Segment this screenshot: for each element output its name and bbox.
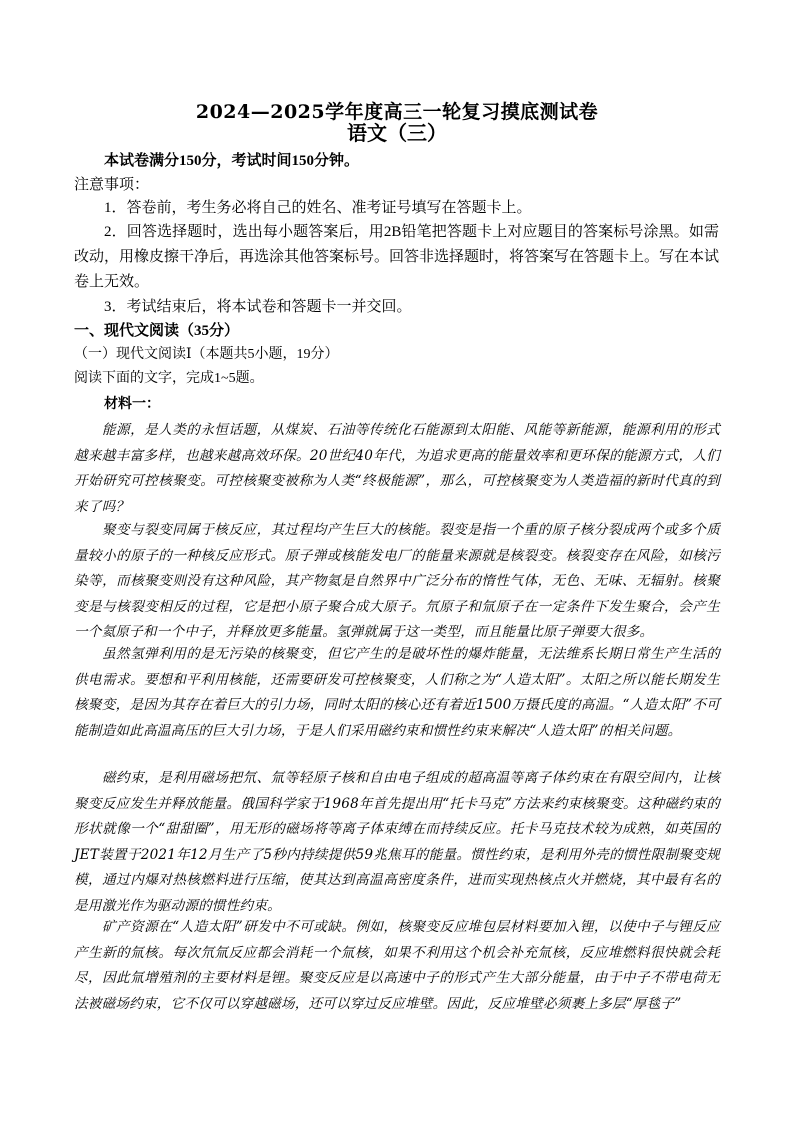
score-line: 本试卷满分150分，考试时间150分钟。 xyxy=(104,153,360,169)
section-heading: 一、现代文阅读（35分） xyxy=(74,323,240,339)
notice-item-1: 1．答卷前，考生务必将自己的姓名、准考证号填写在答题卡上。 xyxy=(104,200,532,216)
material-paragraph-5: 矿产资源在“人造太阳”研发中不可或缺。例如，核聚变反应堆包层材料要加入锂，以使中子与锂反应产生新的氚核。每次氘氚反应都会消耗一个氚核，如果不利用这个机会补充氚核，反应堆燃料很快就会耗尽，因此氚增殖剂的主要材料是锂。聚变反应是以高速中子的形式产生大部分能量，由于中子不带电荷无法被磁场约束，它不仅可以穿越磁场，还可以穿过反应堆壁。因此，反应堆壁必须裹上多层“厚毯子” xyxy=(74,919,720,1012)
material-paragraph-3: 虽然氢弹利用的是无污染的核聚变，但它产生的是破坏性的爆炸能量，无法维系长期日常生产生活的供电需求。要想和平利用核能，还需要研发可控核聚变，人们称之为“人造太阳”。太阳之所以能长期发生核聚变，是因为其存在着巨大的引力场，同时太阳的核心还有着近1500万摄氏度的高温。“人造太阳”不可能制造如此高温高压的巨大引力场，于是人们采用磁约束和惯性约束来解决“人造太阳”的相关问题。 xyxy=(74,646,720,739)
exam-title: 2024—2025学年度高三一轮复习摸底测试卷 xyxy=(195,101,599,123)
material-paragraph-1: 能源，是人类的永恒话题，从煤炭、石油等传统化石能源到太阳能、风能等新能源，能源利用的形式越来越丰富多样，也越来越高效环保。20世纪40年代，为追求更高的能量效率和更环保的能源方式，人们开始研究可控核聚变。可控核聚变被称为人类“终极能源”，那么，可控核聚变为人类造福的新时代真的到来了吗？ xyxy=(74,422,720,515)
material-paragraph-4: 磁约束，是利用磁场把氘、氚等轻原子核和自由电子组成的超高温等离子体约束在有限空间内，让核聚变反应发生并释放能量。俄国科学家于1968年首先提出用“托卡马克”方法来约束核聚变。这种磁约束的形状就像一个“甜甜圈”，用无形的磁场将等离子体束缚在而持续反应。托卡马克技术较为成熟，如英国的JET装置于2021年12月生产了5秒内持续提供59兆焦耳的能量。惯性约束，是利用外壳的惯性限制聚变规模，通过内爆对热核燃料进行压缩，使其达到高温高密度条件，进而实现热核点火并燃烧，其中最有名的是用激光作为驱动源的惯性约束。 xyxy=(74,770,720,914)
exam-subtitle: 语文（三） xyxy=(347,121,447,145)
section-instruction: 阅读下面的文字，完成1~5题。 xyxy=(74,371,264,386)
notice-item-3: 3．考试结束后，将本试卷和答题卡一并交回。 xyxy=(104,299,412,315)
material-paragraph-2: 聚变与裂变同属于核反应，其过程均产生巨大的核能。裂变是指一个重的原子核分裂成两个或多个质量较小的原子的一种核反应形式。原子弹或核能发电厂的能量来源就是核裂变。核裂变存在风险，如核污染等，而核聚变则没有这种风险，其产物氦是自然界中广泛分布的惰性气体，无色、无味、无辐射。核聚变是与核裂变相反的过程，它是把小原子聚合成大原子。氘原子和氚原子在一定条件下发生聚合，会产生一个氦原子和一个中子，并释放更多能量。氢弹就属于这一类型，而且能量比原子弹要大很多。 xyxy=(74,522,720,641)
section-sub-heading: （一）现代文阅读Ⅰ（本题共5小题，19分） xyxy=(74,347,339,362)
notice-item-2: 2．回答选择题时，选出每小题答案后，用2B铅笔把答题卡上对应题目的答案标号涂黑。如需改动，用橡皮擦干净后，再选涂其他答案标号。回答非选择题时，将答案写在答题卡上。写在本试卷上无效。 xyxy=(74,224,720,290)
material-label: 材料一： xyxy=(104,397,160,412)
notice-title: 注意事项： xyxy=(74,177,150,193)
